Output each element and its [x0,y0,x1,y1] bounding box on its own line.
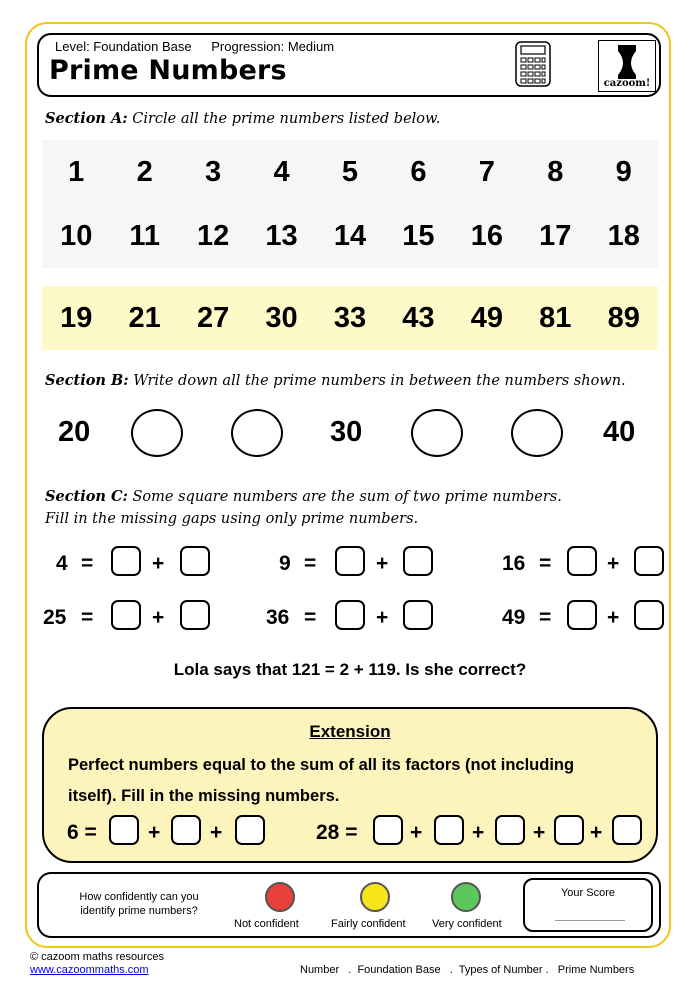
equals-sign: = [539,606,552,629]
prime-candidate[interactable]: 43 [402,302,435,334]
footer-tags: Number . Foundation Base . Types of Number . Prime Numbers [300,964,635,976]
answer-circle[interactable] [131,409,183,457]
prime-candidate[interactable]: 10 [60,220,93,252]
prime-candidate[interactable]: 11 [129,220,160,252]
section-a-yellow-panel [42,286,658,350]
prime-candidate[interactable]: 21 [128,302,161,334]
answer-box[interactable] [495,815,525,845]
cazoom-url-link[interactable]: www.cazoommaths.com [30,964,149,976]
answer-box[interactable] [335,546,365,576]
score-line [555,920,625,921]
answer-circle[interactable] [411,409,463,457]
answer-box[interactable] [554,815,584,845]
plus-sign: + [472,821,485,844]
answer-box[interactable] [180,600,210,630]
answer-box[interactable] [634,546,664,576]
answer-box[interactable] [335,600,365,630]
not-confident-label: Not confident [234,918,299,930]
section-c-heading: Section C: Some square numbers are the sum of two prime numbers. Fill in the missing gaps using only prime numbers. [45,488,562,527]
prime-candidate[interactable]: 4 [273,156,290,188]
prime-candidate[interactable]: 14 [333,220,367,252]
plus-sign: + [152,606,165,629]
answer-box[interactable] [434,815,464,845]
prime-candidate[interactable]: 12 [196,220,230,252]
prime-candidate[interactable]: 7 [478,156,495,188]
plus-sign: + [152,552,165,575]
progression-label: Progression: Medium [211,39,335,54]
prime-candidate[interactable]: 1 [68,156,85,188]
answer-circle[interactable] [511,409,563,457]
prime-candidate[interactable]: 5 [341,156,359,188]
prime-candidate[interactable]: 2 [136,156,153,188]
prime-candidate[interactable]: 33 [333,302,367,334]
square-number: 9 [279,552,291,575]
square-number: 36 [266,606,290,629]
answer-box[interactable] [111,600,141,630]
plus-sign: + [376,606,389,629]
plus-sign: + [590,821,603,844]
equals-sign: = [304,552,317,575]
fairly-confident-label: Fairly confident [331,918,406,930]
worksheet-meta [55,39,350,54]
answer-box[interactable] [109,815,139,845]
prime-candidate[interactable]: 9 [615,156,632,188]
answer-box[interactable] [171,815,201,845]
answer-box[interactable] [111,546,141,576]
range-number: 40 [603,416,636,448]
prime-candidate[interactable]: 30 [265,302,298,334]
prime-candidate[interactable]: 27 [196,302,230,334]
answer-box[interactable] [634,600,664,630]
square-number: 4 [56,552,68,575]
plus-sign: + [376,552,389,575]
answer-circle[interactable] [231,409,283,457]
section-b-heading: Section B: Write down all the prime numbers in between the numbers shown. [45,372,626,389]
cazoom-logo [598,40,656,92]
prime-candidate[interactable]: 89 [607,302,640,334]
answer-box[interactable] [235,815,265,845]
lola-question: Lola says that 121 = 2 + 119. Is she correct? [173,660,527,679]
plus-sign: + [210,821,223,844]
logo-text: cazoom! [603,78,651,89]
prime-candidate[interactable]: 19 [60,302,93,334]
square-number: 25 [43,606,67,629]
equals-sign: = [81,606,94,629]
prime-candidate[interactable]: 17 [539,220,572,252]
range-number: 30 [330,416,363,448]
section-a-grid-panel [42,140,658,268]
number-row-1 [42,156,658,189]
plus-sign: + [410,821,423,844]
prime-candidate[interactable]: 81 [539,302,572,334]
copyright-text: © cazoom maths resources [30,951,165,963]
prime-candidate[interactable]: 18 [607,220,640,252]
number-row-2 [42,220,658,253]
very-confident-label: Very confident [432,918,502,930]
plus-sign: + [533,821,546,844]
green-confidence-icon[interactable] [451,882,481,912]
range-number: 20 [58,416,91,448]
prime-candidate[interactable]: 3 [205,156,222,188]
prime-candidate[interactable]: 6 [410,156,427,188]
prime-candidate[interactable]: 8 [547,156,564,188]
plus-sign: + [607,606,620,629]
section-a-heading: Section A: Circle all the prime numbers listed below. [45,110,441,127]
confidence-question: How confidently can you identify prime numbers? [79,891,199,917]
equals-sign: = [304,606,317,629]
plus-sign: + [148,821,161,844]
extension-title: Extension [309,722,391,741]
prime-candidate[interactable]: 13 [265,220,298,252]
calculator-icon [515,41,551,87]
perfect-number-28: 28 = [316,821,358,844]
answer-box[interactable] [567,600,597,630]
answer-box[interactable] [373,815,403,845]
prime-candidate[interactable]: 15 [402,220,435,252]
answer-box[interactable] [567,546,597,576]
square-number: 16 [502,552,526,575]
prime-candidate[interactable]: 16 [470,220,503,252]
equals-sign: = [81,552,94,575]
prime-candidate[interactable]: 49 [470,302,503,334]
answer-box[interactable] [403,546,433,576]
score-label: Your Score [560,887,616,899]
red-confidence-icon[interactable] [265,882,295,912]
square-number: 49 [502,606,526,629]
yellow-confidence-icon[interactable] [360,882,390,912]
answer-box[interactable] [612,815,642,845]
level-label: Level: Foundation Base [55,39,192,54]
page-title: Prime Numbers [49,55,287,86]
number-row-3 [42,302,658,335]
answer-box[interactable] [180,546,210,576]
plus-sign: + [607,552,620,575]
extension-text: Perfect numbers equal to the sum of all its factors (not including itself). Fill in the missing numbers. [68,756,575,805]
perfect-number-6: 6 = [67,821,97,844]
answer-box[interactable] [403,600,433,630]
equals-sign: = [539,552,552,575]
